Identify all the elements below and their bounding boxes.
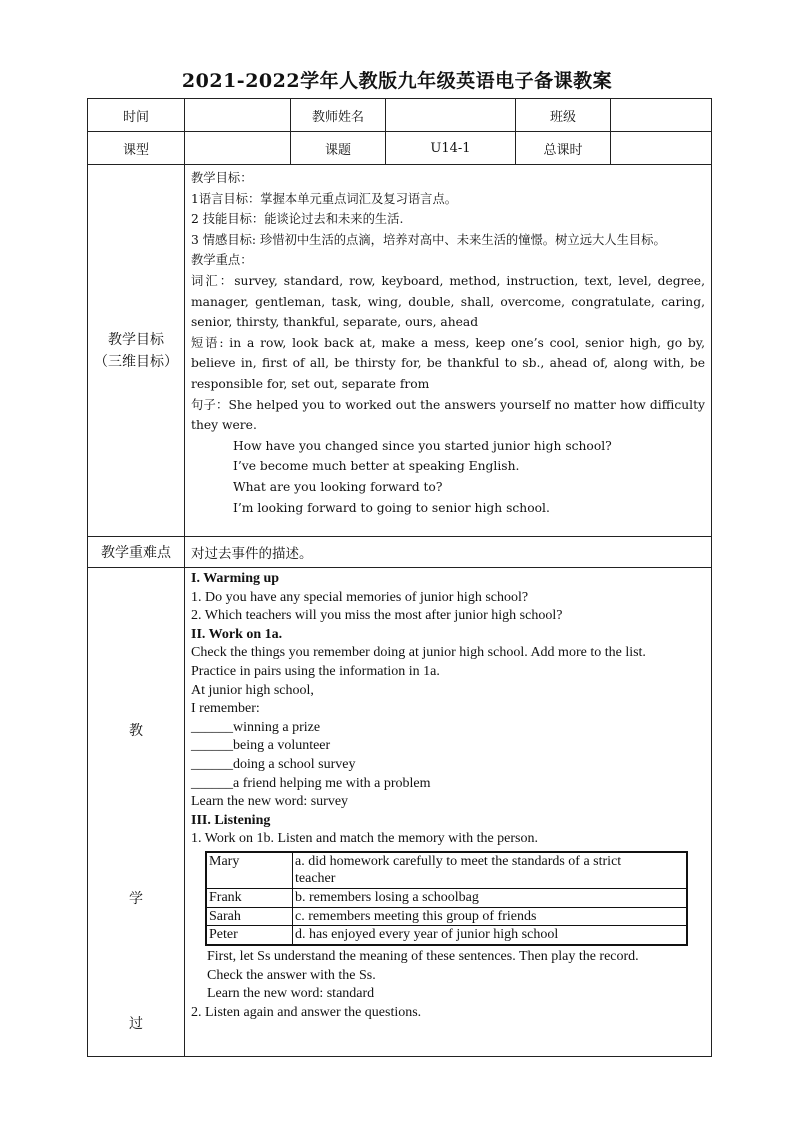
class-label: 班级 xyxy=(516,99,611,132)
time-value xyxy=(185,99,291,132)
topic-value: U14-1 xyxy=(386,132,516,165)
time-label: 时间 xyxy=(88,99,185,132)
objective-line: 1语言目标：掌握本单元重点词汇及复习语言点。 xyxy=(191,191,458,206)
objectives-content xyxy=(185,165,712,537)
lesson-type-label: 课型 xyxy=(88,132,185,165)
work-line: ______being a volunteer xyxy=(191,738,331,754)
objectives-label-line1: 教学目标 xyxy=(108,331,164,348)
match-memory: a. did homework carefully to meet the standards of a strict teacher xyxy=(293,852,688,889)
match-row xyxy=(206,889,687,908)
objectives-label xyxy=(88,165,185,537)
instruction-line: Check the answer with the Ss. xyxy=(207,967,376,983)
objectives-row xyxy=(88,165,712,537)
difficulty-value: 对过去事件的描述。 xyxy=(185,537,712,568)
vocabulary-line: 词汇：survey, standard, row, keyboard, method, instruction, text, level, degree, manager, gentleman, task, wing, double, shall, overcome, congratulate, caring, senior, thirsty, thankful, separate, ours, ahead xyxy=(191,273,705,330)
lesson-type-value xyxy=(185,132,291,165)
work-line: ______winning a prize xyxy=(191,719,321,735)
objective-line: 2 技能目标：能谈论过去和未来的生活. xyxy=(191,212,404,227)
document-title: 2021-2022学年人教版九年级英语电子备课教案 xyxy=(181,70,613,92)
phrases-line: 短语: in a row, look back at, make a mess, keep one’s cool, senior high, go by, believe in, first of all, be thirsty for, be thankful to sb., ahead of, along with, be responsible for, set out, separate from xyxy=(191,335,705,391)
process-content xyxy=(185,568,712,1057)
listening-heading: III. Listening xyxy=(191,812,271,828)
warming-question: 1. Do you have any special memories of junior high school? xyxy=(191,589,529,605)
process-side-label xyxy=(88,568,185,1057)
process-char: 过 xyxy=(129,1016,143,1032)
example-sentence: How have you changed since you started junior high school? xyxy=(233,438,612,453)
topic-label: 课题 xyxy=(291,132,386,165)
work-line: I remember: xyxy=(191,701,260,717)
listening-task-2: 2. Listen again and answer the questions. xyxy=(191,1004,422,1020)
example-sentence: I’m looking forward to going to senior high school. xyxy=(233,500,550,515)
match-person: Peter xyxy=(206,926,293,945)
work-line: Practice in pairs using the information in 1a. xyxy=(191,663,440,679)
match-person: Sarah xyxy=(206,907,293,926)
match-person: Frank xyxy=(206,889,293,908)
work-line: Check the things you remember doing at junior high school. Add more to the list. xyxy=(191,645,646,661)
warming-question: 2. Which teachers will you miss the most after junior high school? xyxy=(191,608,563,624)
work-line: ______a friend helping me with a problem xyxy=(191,775,431,791)
instruction-line: Learn the new word: standard xyxy=(207,986,375,1002)
process-char: 学 xyxy=(129,891,143,907)
match-row xyxy=(206,852,687,889)
teacher-name-value xyxy=(386,99,516,132)
match-memory: d. has enjoyed every year of junior high school xyxy=(293,926,688,945)
match-row xyxy=(206,907,687,926)
objective-line: 教学重点： xyxy=(191,253,253,268)
example-sentence: I’ve become much better at speaking English. xyxy=(233,459,520,474)
work-line: Learn the new word: survey xyxy=(191,794,349,810)
match-person: Mary xyxy=(206,852,293,889)
warming-heading: I. Warming up xyxy=(191,571,280,586)
process-row xyxy=(88,568,712,1057)
work-heading: II. Work on 1a. xyxy=(191,626,283,642)
instruction-line: First, let Ss understand the meaning of these sentences. Then play the record. xyxy=(207,948,639,964)
class-value xyxy=(611,99,712,132)
header-row-1 xyxy=(88,99,712,132)
objective-line: 教学目标： xyxy=(191,171,253,185)
objectives-label-line2: （三维目标） xyxy=(94,353,178,370)
header-row-2 xyxy=(88,132,712,165)
total-hours-value xyxy=(611,132,712,165)
total-hours-label: 总课时 xyxy=(516,132,611,165)
sentences-line: 句子：She helped you to worked out the answers yourself no matter how difficulty they were. xyxy=(191,397,705,433)
process-char: 教 xyxy=(129,723,143,739)
match-row xyxy=(206,926,687,945)
difficulty-row xyxy=(88,537,712,568)
lesson-plan-table xyxy=(87,98,712,1057)
match-table xyxy=(205,851,688,946)
difficulty-label: 教学重难点 xyxy=(88,537,185,568)
work-line: At junior high school, xyxy=(191,682,314,698)
example-sentence: What are you looking forward to? xyxy=(233,479,443,494)
match-memory: b. remembers losing a schoolbag xyxy=(293,889,688,908)
match-memory: c. remembers meeting this group of friends xyxy=(293,907,688,926)
listening-intro: 1. Work on 1b. Listen and match the memory with the person. xyxy=(191,831,538,847)
work-line: ______doing a school survey xyxy=(191,756,356,772)
teacher-name-label: 教师姓名 xyxy=(291,99,386,132)
objective-line: 3 情感目标: 珍惜初中生活的点滴，培养对高中、未来生活的憧憬。树立远大人生目标。 xyxy=(191,232,666,247)
